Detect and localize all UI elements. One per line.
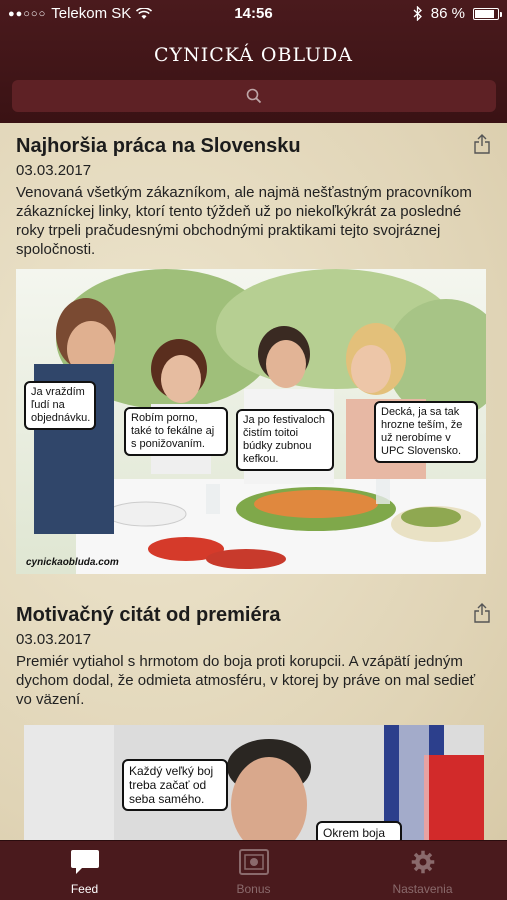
- article-card[interactable]: [0, 592, 507, 840]
- feed-list[interactable]: [0, 123, 507, 840]
- status-bar: [0, 0, 507, 28]
- speech-bubble: Robím porno, také to fekálne aj s ponižovaním.: [124, 407, 228, 456]
- search-bar[interactable]: [12, 80, 496, 112]
- speech-bubble: Ja vraždím ľudí na objednávku.: [24, 381, 96, 430]
- tab-feed[interactable]: [0, 841, 169, 900]
- share-icon[interactable]: [473, 133, 491, 155]
- tab-label: Feed: [70, 882, 99, 896]
- speech-bubble-icon: [70, 849, 100, 875]
- top-bar: [0, 0, 507, 123]
- speech-bubble: Okrem boja: [316, 821, 402, 840]
- bluetooth-icon: [413, 6, 423, 21]
- article-date: 03.03.2017: [16, 162, 92, 179]
- article-image[interactable]: [24, 725, 484, 840]
- signal-dots-icon: ●●○○○: [8, 7, 47, 20]
- search-icon: [246, 88, 262, 104]
- bonus-box-icon: [239, 849, 269, 875]
- app-title: CYNICKÁ OBLUDA: [153, 44, 354, 66]
- tab-settings[interactable]: [338, 841, 507, 900]
- premier-photo: [24, 725, 484, 840]
- speech-bubble: Decká, ja sa tak hrozne teším, že už nerobíme v UPC Slovensko.: [374, 401, 478, 463]
- tab-label: Bonus: [236, 882, 271, 896]
- article-excerpt: Venovaná všetkým zákazníkom, ale najmä nešťastným pracovníkom zákazníckej linky, ktorí tento týždeň už po niekoľkýkrát za posledné roky trpeli pračudesnými obchodnými praktikami tejto svojráznej spoločnosti.: [16, 184, 472, 258]
- battery-percent: 86 %: [430, 5, 465, 22]
- battery-icon: [473, 8, 499, 20]
- gear-icon: [408, 849, 438, 875]
- image-watermark: cynickaobluda.com: [26, 557, 119, 568]
- tab-bar: [0, 840, 507, 900]
- article-date: 03.03.2017: [16, 631, 92, 648]
- status-time: 14:56: [234, 5, 273, 22]
- article-image[interactable]: [16, 269, 486, 574]
- article-excerpt: Premiér vytiahol s hrmotom do boja proti korupcii. A vzápätí jedným dychom dodal, že odmieta atmosféru, v ktorej by práve on mal sedieť vo väzení.: [16, 653, 476, 708]
- speech-bubble: Každý veľký boj treba začať od seba samého.: [122, 759, 228, 811]
- speech-bubble: Ja po festivaloch čistím toitoi búdky zubnou kefkou.: [236, 409, 334, 471]
- share-icon[interactable]: [473, 602, 491, 624]
- tab-label: Nastavenia: [392, 882, 453, 896]
- article-title[interactable]: Motivačný citát od premiéra: [16, 604, 281, 626]
- article-card[interactable]: [0, 123, 507, 574]
- tab-bonus[interactable]: [169, 841, 338, 900]
- carrier-name: Telekom SK: [51, 5, 132, 22]
- article-title[interactable]: Najhoršia práca na Slovensku: [16, 135, 301, 157]
